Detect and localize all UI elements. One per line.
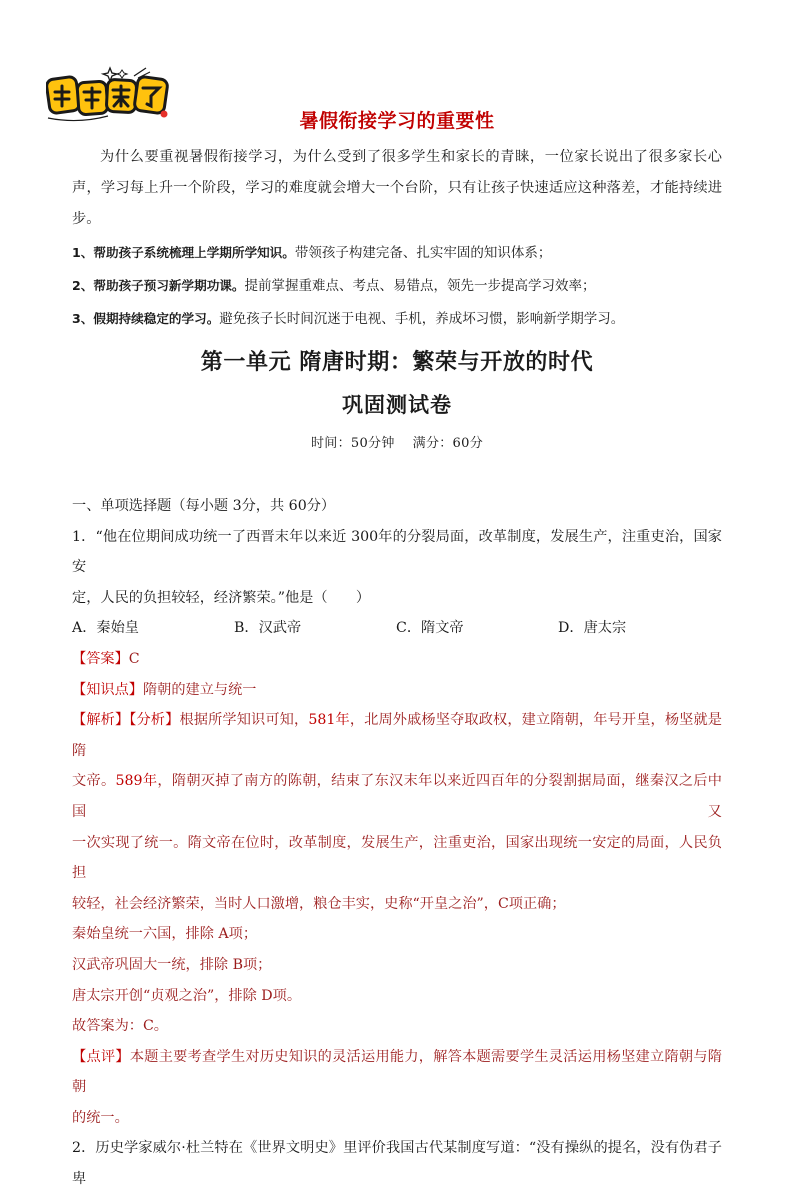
intro-paragraph: 为什么要重视暑假衔接学习，为什么受到了很多学生和家长的青睐，一位家长说出了很多家长心声，学习每上升一个阶段，学习的难度就会增大一个台阶，只有让孩子快速适应这种落差，才能持续进步。 — [72, 149, 722, 227]
benefit-text: 避免孩子长时间沉迷于电视、手机，养成坏习惯，影响新学期学习。 — [219, 310, 625, 327]
answer-line — [72, 644, 722, 675]
benefit-lead: 1、帮助孩子系统梳理上学期所学知识。 — [72, 245, 295, 261]
benefit-lead: 2、帮助孩子预习新学期功课。 — [72, 278, 245, 294]
unit-title: 第一单元 隋唐时期：繁荣与开放的时代 — [200, 349, 594, 375]
benefit-item — [72, 270, 722, 303]
conclusion-line: 故答案为：C。 — [72, 1018, 168, 1035]
benefit-lead: 3、假期持续稳定的学习。 — [72, 310, 220, 326]
comment-label: 【点评】 — [72, 1048, 130, 1065]
exam-time: 时间：50分钟 — [311, 436, 395, 451]
option-c: C．隋文帝 — [396, 620, 464, 637]
question1-options — [72, 613, 722, 644]
question1-stem-line: 定，人民的负担较轻，经济繁荣。”他是（ ） — [72, 589, 371, 606]
exam-meta — [0, 432, 794, 451]
analysis-text: ，北周外戚杨坚夺取政权，建立隋朝，年号开皇，杨坚就是隋 — [72, 712, 722, 759]
analysis-line: 较轻，社会经济繁荣，当时人口激增，粮仓丰实，史称“开皇之治”，C项正确； — [72, 895, 566, 912]
comment-text: 本题主要考查学生对历史知识的灵活运用能力，解答本题需要学生灵活运用杨坚建立隋朝与隋朝 — [72, 1048, 722, 1096]
option-d: D．唐太宗 — [558, 620, 627, 637]
analysis-text: 根据所学知识可知， — [179, 712, 309, 729]
analysis-text: ，隋朝灭掉了南方的陈朝，结束了东汉末年以来近四百年的分裂割据局面，继秦汉之后中国又 — [72, 773, 722, 820]
comment-line — [72, 1042, 722, 1103]
knowledge-label: 【知识点】 — [72, 681, 143, 698]
question-section — [72, 491, 722, 1195]
question2-stem-line: 2．历史学家威尔·杜兰特在《世界文明史》里评价我国古代某制度写道：“没有操纵的提名，没有伪君子卑 — [72, 1140, 722, 1188]
exclusion-line: 汉武帝巩固大一统，排除 B项； — [72, 956, 272, 973]
benefit-list — [72, 237, 722, 335]
answer-label: 【答案】 — [72, 650, 129, 667]
exclusion-line: 唐太宗开创“贞观之治”，排除 D项。 — [72, 987, 302, 1004]
exam-score: 满分：60分 — [412, 436, 483, 451]
benefit-item — [72, 237, 722, 270]
year-589: 589年 — [115, 773, 158, 790]
analysis-line — [72, 766, 722, 827]
analysis-line — [72, 705, 722, 766]
knowledge-value: 隋朝的建立与统一 — [142, 681, 257, 698]
benefit-item — [72, 303, 722, 336]
comment-line: 的统一。 — [72, 1109, 129, 1126]
analysis-text: 文帝。 — [72, 773, 116, 790]
year-581: 581年 — [308, 712, 350, 729]
benefit-text: 带领孩子构建完备、扎实牢固的知识体系； — [294, 245, 552, 262]
analysis-label: 【解析】【分析】 — [72, 712, 180, 729]
question1-stem-line: 1．“他在位期间成功统一了西晋末年以来近 300年的分裂局面，改革制度，发展生产，注重吏治，国家安 — [72, 528, 722, 576]
knowledge-line — [72, 675, 722, 706]
answer-value: C — [128, 650, 140, 667]
benefit-text: 提前掌握重难点、考点、易错点，领先一步提高学习效率； — [244, 278, 596, 295]
intro-section — [72, 142, 722, 336]
exam-title: 巩固测试卷 — [342, 392, 452, 417]
option-b: B．汉武帝 — [234, 620, 302, 637]
exclusion-line: 秦始皇统一六国，排除 A项； — [72, 926, 258, 943]
section-heading: 一、单项选择题（每小题 3分，共 60分） — [72, 498, 336, 514]
banner-title: 暑假衔接学习的重要性 — [299, 110, 495, 132]
option-a: A．秦始皇 — [72, 620, 139, 637]
analysis-line: 一次实现了统一。隋文帝在位时，改革制度，发展生产，注重吏治，国家出现统一安定的局面，人民负担 — [72, 834, 722, 882]
